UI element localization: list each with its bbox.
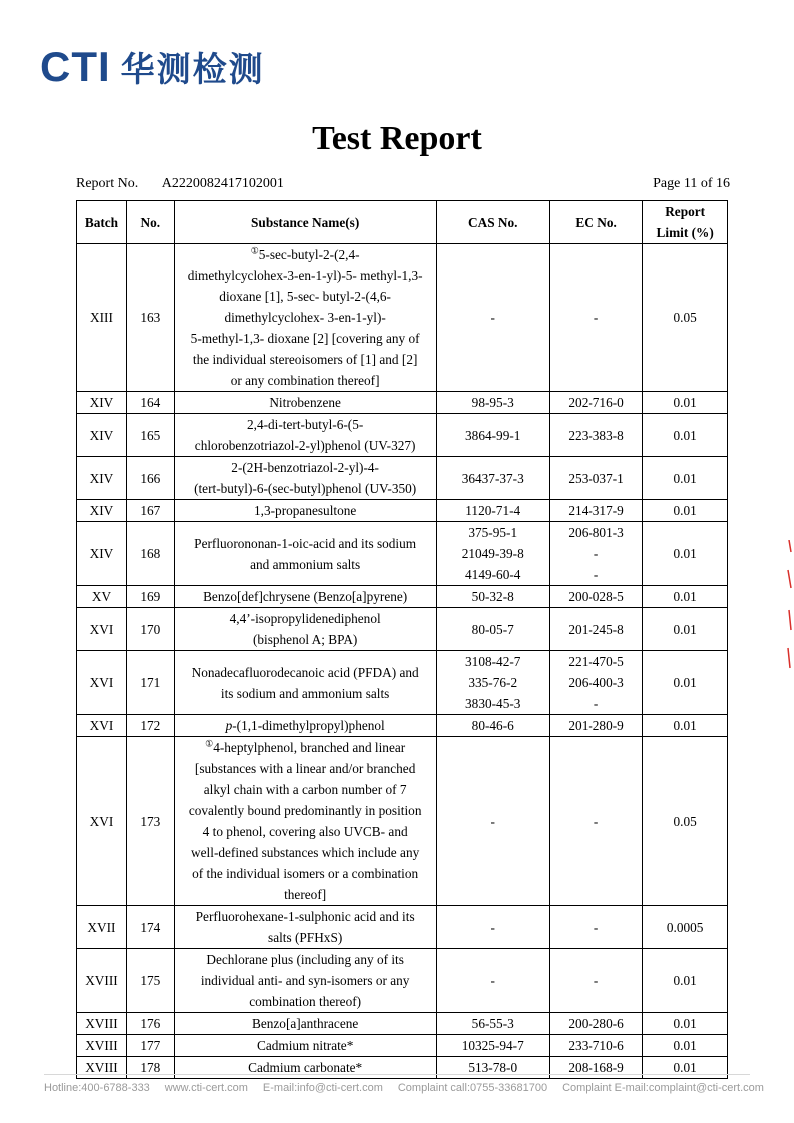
limit-cell: 0.01 [643, 414, 728, 457]
batch-cell: XIV [77, 457, 127, 500]
ec-cell: - [549, 244, 642, 392]
cas-cell: 10325-94-7 [436, 1035, 549, 1057]
header-batch: Batch [77, 201, 127, 244]
ec-cell: 221-470-5 206-400-3 - [549, 651, 642, 715]
logo-chinese: 华测检测 [120, 50, 265, 90]
company-logo [40, 42, 265, 91]
table-row [77, 1013, 728, 1035]
cas-cell: 3864-99-1 [436, 414, 549, 457]
number-cell: 167 [126, 500, 174, 522]
substance-name-text: Cadmium carbonate* [248, 1060, 363, 1075]
substance-name-cell [174, 608, 436, 651]
limit-cell: 0.01 [643, 522, 728, 586]
batch-cell: XIV [77, 500, 127, 522]
number-cell: 172 [126, 715, 174, 737]
substance-name-text: Benzo[a]anthracene [251, 1016, 359, 1031]
ec-cell: 200-028-5 [549, 586, 642, 608]
cas-cell: 98-95-3 [436, 392, 549, 414]
substance-name-cell [174, 500, 436, 522]
cas-cell: 50-32-8 [436, 586, 549, 608]
page-title: Test Report [312, 120, 482, 157]
number-cell: 168 [126, 522, 174, 586]
number-cell: 166 [126, 457, 174, 500]
cas-cell: - [436, 949, 549, 1013]
table-row [77, 522, 728, 586]
table-body [77, 244, 728, 1079]
table-row [77, 737, 728, 906]
cas-cell: 80-05-7 [436, 608, 549, 651]
ec-cell: 214-317-9 [549, 500, 642, 522]
header-substance-name: Substance Name(s) [174, 201, 436, 244]
header-report-limit: Report Limit (%) [643, 201, 728, 244]
batch-cell: XIV [77, 522, 127, 586]
substance-name-text: 5-sec-butyl-2-(2,4- dimethylcyclohex-3-en-1-yl)-5- methyl-1,3- dioxane [1], 5-sec- butyl-2-(4,6- dimethylcyclohex- 3-en-1-yl)- 5-methyl-1,3- dioxane [2] [covering any of the individual stereoisomers of [1] and [2] or any combination thereof] [187, 247, 423, 388]
limit-cell: 0.05 [643, 244, 728, 392]
ec-cell: - [549, 737, 642, 906]
footer-complaint-call: Complaint call:0755-33681700 [397, 1082, 548, 1094]
ec-cell: 201-280-9 [549, 715, 642, 737]
cas-cell: 1120-71-4 [436, 500, 549, 522]
substance-name-text: Nonadecafluorodecanoic acid (PFDA) and its sodium and ammonium salts [191, 664, 419, 701]
batch-cell: XVI [77, 715, 127, 737]
substance-name-cell [174, 651, 436, 715]
footnote-mark: ① [250, 245, 259, 256]
footer [44, 1082, 764, 1094]
batch-cell: XIV [77, 414, 127, 457]
cas-cell: 375-95-1 21049-39-8 4149-60-4 [436, 522, 549, 586]
substance-name-cell [174, 715, 436, 737]
number-cell: 165 [126, 414, 174, 457]
header-cas-no: CAS No. [436, 201, 549, 244]
number-cell: 177 [126, 1035, 174, 1057]
table-row [77, 949, 728, 1013]
ec-cell: - [549, 906, 642, 949]
batch-cell: XVI [77, 608, 127, 651]
substance-name-cell [174, 457, 436, 500]
number-cell: 164 [126, 392, 174, 414]
table-row [77, 500, 728, 522]
table-row [77, 414, 728, 457]
substance-name-text: Perfluorohexane-1-sulphonic acid and its salts (PFHxS) [195, 909, 415, 945]
substance-name-cell [174, 586, 436, 608]
ec-cell: 202-716-0 [549, 392, 642, 414]
batch-cell: XVI [77, 651, 127, 715]
limit-cell: 0.01 [643, 1013, 728, 1035]
italic-prefix: p [225, 718, 233, 733]
substance-name-text: 2,4-di-tert-butyl-6-(5- chlorobenzotriazol-2-yl)phenol (UV-327) [194, 417, 416, 453]
substance-name-text: 1,3-propanesultone [254, 503, 357, 518]
substance-name-cell [174, 1057, 436, 1079]
limit-cell: 0.01 [643, 608, 728, 651]
substance-name-text: 4,4’-isopropylidenediphenol (bisphenol A; BPA) [229, 611, 381, 647]
number-cell: 175 [126, 949, 174, 1013]
limit-cell: 0.01 [643, 392, 728, 414]
limit-cell: 0.01 [643, 715, 728, 737]
footer-hotline: Hotline:400-6788-333 [44, 1082, 150, 1094]
cas-cell: 80-46-6 [436, 715, 549, 737]
table-row [77, 392, 728, 414]
cas-cell: 56-55-3 [436, 1013, 549, 1035]
cas-cell: - [436, 244, 549, 392]
substance-name-text: Dechlorane plus (including any of its individual anti- and syn-isomers or any combination thereof) [200, 952, 410, 1009]
table-row [77, 244, 728, 392]
table-header-row [77, 201, 728, 244]
table-row [77, 1035, 728, 1057]
cas-cell: - [436, 737, 549, 906]
footer-divider [44, 1074, 750, 1075]
cas-cell: 3108-42-7 335-76-2 3830-45-3 [436, 651, 549, 715]
stamp-edge [786, 540, 792, 670]
limit-cell: 0.01 [643, 949, 728, 1013]
ec-cell: 201-245-8 [549, 608, 642, 651]
batch-cell: XVIII [77, 1035, 127, 1057]
cas-cell: - [436, 906, 549, 949]
number-cell: 176 [126, 1013, 174, 1035]
batch-cell: XIV [77, 392, 127, 414]
ec-cell: 208-168-9 [549, 1057, 642, 1079]
table-row [77, 715, 728, 737]
table-row [77, 457, 728, 500]
batch-cell: XV [77, 586, 127, 608]
limit-cell: 0.01 [643, 651, 728, 715]
table-row [77, 906, 728, 949]
number-cell: 163 [126, 244, 174, 392]
logo-latin: CTI [40, 42, 111, 90]
table-row [77, 586, 728, 608]
number-cell: 178 [126, 1057, 174, 1079]
batch-cell: XVIII [77, 949, 127, 1013]
substance-name-text: -(1,1-dimethylpropyl)phenol [232, 718, 385, 733]
number-cell: 169 [126, 586, 174, 608]
substance-name-text: Benzo[def]chrysene (Benzo[a]pyrene) [203, 589, 408, 604]
header-ec-no: EC No. [549, 201, 642, 244]
substance-name-cell [174, 414, 436, 457]
batch-cell: XVII [77, 906, 127, 949]
ec-cell: - [549, 949, 642, 1013]
footnote-mark: ① [205, 738, 214, 749]
report-number [76, 176, 284, 192]
substance-name-text: Perfluorononan-1-oic-acid and its sodium and ammonium salts [194, 535, 417, 572]
report-number-label: Report No. [76, 176, 139, 191]
report-number-value: A2220082417102001 [161, 176, 284, 191]
ec-cell: 223-383-8 [549, 414, 642, 457]
batch-cell: XVI [77, 737, 127, 906]
substance-name-cell [174, 737, 436, 906]
number-cell: 171 [126, 651, 174, 715]
limit-cell: 0.0005 [643, 906, 728, 949]
page-indicator: Page 11 of 16 [653, 176, 730, 191]
substance-name-cell [174, 906, 436, 949]
substance-table [76, 200, 728, 1079]
substance-name-cell [174, 392, 436, 414]
substance-name-text: Cadmium nitrate* [256, 1038, 354, 1053]
batch-cell: XIII [77, 244, 127, 392]
substance-name-text: 2-(2H-benzotriazol-2-yl)-4- (tert-butyl)-6-(sec-butyl)phenol (UV-350) [194, 460, 417, 496]
batch-cell: XVIII [77, 1013, 127, 1035]
limit-cell: 0.01 [643, 457, 728, 500]
ec-cell: 253-037-1 [549, 457, 642, 500]
number-cell: 170 [126, 608, 174, 651]
limit-cell: 0.01 [643, 1057, 728, 1079]
cas-cell: 36437-37-3 [436, 457, 549, 500]
substance-name-text: 4-heptylphenol, branched and linear [substances with a linear and/or branched alkyl chain with a carbon number of 7 covalently bound predominantly in position 4 to phenol, covering also UVCB- and well-defined substances which include any of the individual isomers or a combination thereof] [188, 740, 422, 902]
substance-name-cell [174, 522, 436, 586]
limit-cell: 0.05 [643, 737, 728, 906]
footer-website: www.cti-cert.com [164, 1082, 248, 1094]
header-no: No. [126, 201, 174, 244]
footer-email: E-mail:info@cti-cert.com [262, 1082, 383, 1094]
number-cell: 173 [126, 737, 174, 906]
limit-cell: 0.01 [643, 500, 728, 522]
limit-cell: 0.01 [643, 586, 728, 608]
cas-cell: 513-78-0 [436, 1057, 549, 1079]
substance-name-cell [174, 949, 436, 1013]
number-cell: 174 [126, 906, 174, 949]
table-row [77, 1057, 728, 1079]
ec-cell: 206-801-3 - - [549, 522, 642, 586]
substance-name-text: Nitrobenzene [269, 395, 341, 410]
substance-name-cell [174, 244, 436, 392]
substance-name-cell [174, 1013, 436, 1035]
table-row [77, 651, 728, 715]
ec-cell: 233-710-6 [549, 1035, 642, 1057]
table-row [77, 608, 728, 651]
limit-cell: 0.01 [643, 1035, 728, 1057]
batch-cell: XVIII [77, 1057, 127, 1079]
substance-name-cell [174, 1035, 436, 1057]
ec-cell: 200-280-6 [549, 1013, 642, 1035]
footer-complaint-email: Complaint E-mail:complaint@cti-cert.com [562, 1082, 764, 1094]
